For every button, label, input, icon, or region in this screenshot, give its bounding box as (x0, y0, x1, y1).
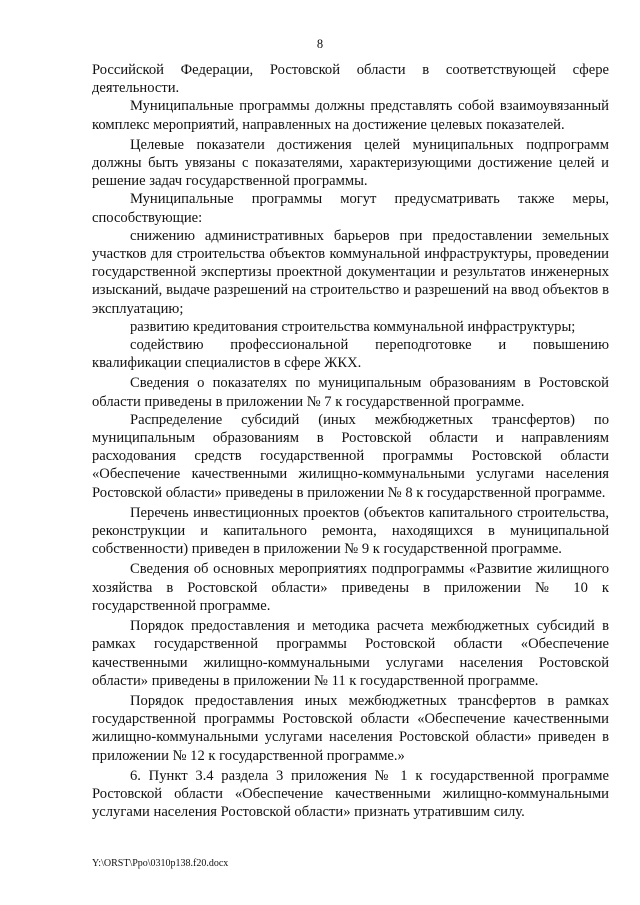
page-number: 8 (316, 37, 324, 51)
paragraph: Перечень инвестиционных проектов (объектов капитального строительства, реконструкции и капитального ремонта, находящихся в муниципальной собственности) приведен в приложении № 9 к государственной программе. (92, 504, 609, 558)
paragraph: снижению административных барьеров при предоставлении земельных участков для строительства объектов коммунальной инфраструктуры, проведении государственной экспертизы проектной документации и результатов инженерных изысканий, выдаче разрешений на строительство и разрешений на ввод объектов в эксплуатацию; (92, 227, 609, 317)
paragraph: Целевые показатели достижения целей муниципальных подпрограмм должны быть увязаны с показателями, характеризующими достижение целей и решение задач государственной программы. (92, 136, 609, 190)
paragraph: 6. Пункт 3.4 раздела 3 приложения № 1 к государственной программе Ростовской области «Обеспечение качественными жилищно-коммунальными услугами населения Ростовской области» признать утратившим силу. (92, 767, 609, 821)
document-body (92, 61, 609, 821)
paragraph: Муниципальные программы могут предусматривать также меры, способствующие: (92, 191, 609, 226)
paragraph: Порядок предоставления и методика расчета межбюджетных субсидий в рамках государственной программы Ростовской области «Обеспечение качественными жилищно-коммунальными услугами населения Ростовской области» приведены в приложении № 11 к государственной программе. (92, 618, 609, 689)
paragraph: развитию кредитования строительства коммунальной инфраструктуры; (130, 318, 576, 335)
paragraph: Порядок предоставления иных межбюджетных трансфертов в рамках государственной программы Ростовской области «Обеспечение качественными жилищно-коммунальными услугами населения Ростовской области» приведен в приложении № 12 к государственной программе.» (92, 692, 609, 764)
paragraph: Сведения об основных мероприятиях подпрограммы «Развитие жилищного хозяйства в Ростовской области» приведены в приложении № 10 к государственной программе. (92, 561, 609, 614)
paragraph: Сведения о показателях по муниципальным образованиям в Ростовской области приведены в приложении № 7 к государственной программе. (92, 375, 609, 410)
footer-file-path: Y:\ORST\Ppo\0310p138.f20.docx (92, 858, 229, 869)
paragraph: Муниципальные программы должны представлять собой взаимоувязанный комплекс мероприятий, направленных на достижение целевых показателей. (92, 98, 609, 133)
paragraph: Распределение субсидий (иных межбюджетных трансфертов) по муниципальным образованиям в Ростовской области и направлениям расходования средств государственной программы Ростовской области «Обеспечение качественными жилищно-коммунальными услугами населения Ростовской области» приведены в приложении № 8 к государственной программе. (92, 411, 609, 501)
paragraph: Российской Федерации, Ростовской области в соответствующей сфере деятельности. (92, 62, 609, 97)
paragraph: содействию профессиональной переподготовке и повышению квалификации специалистов в сфере ЖКХ. (92, 337, 609, 372)
